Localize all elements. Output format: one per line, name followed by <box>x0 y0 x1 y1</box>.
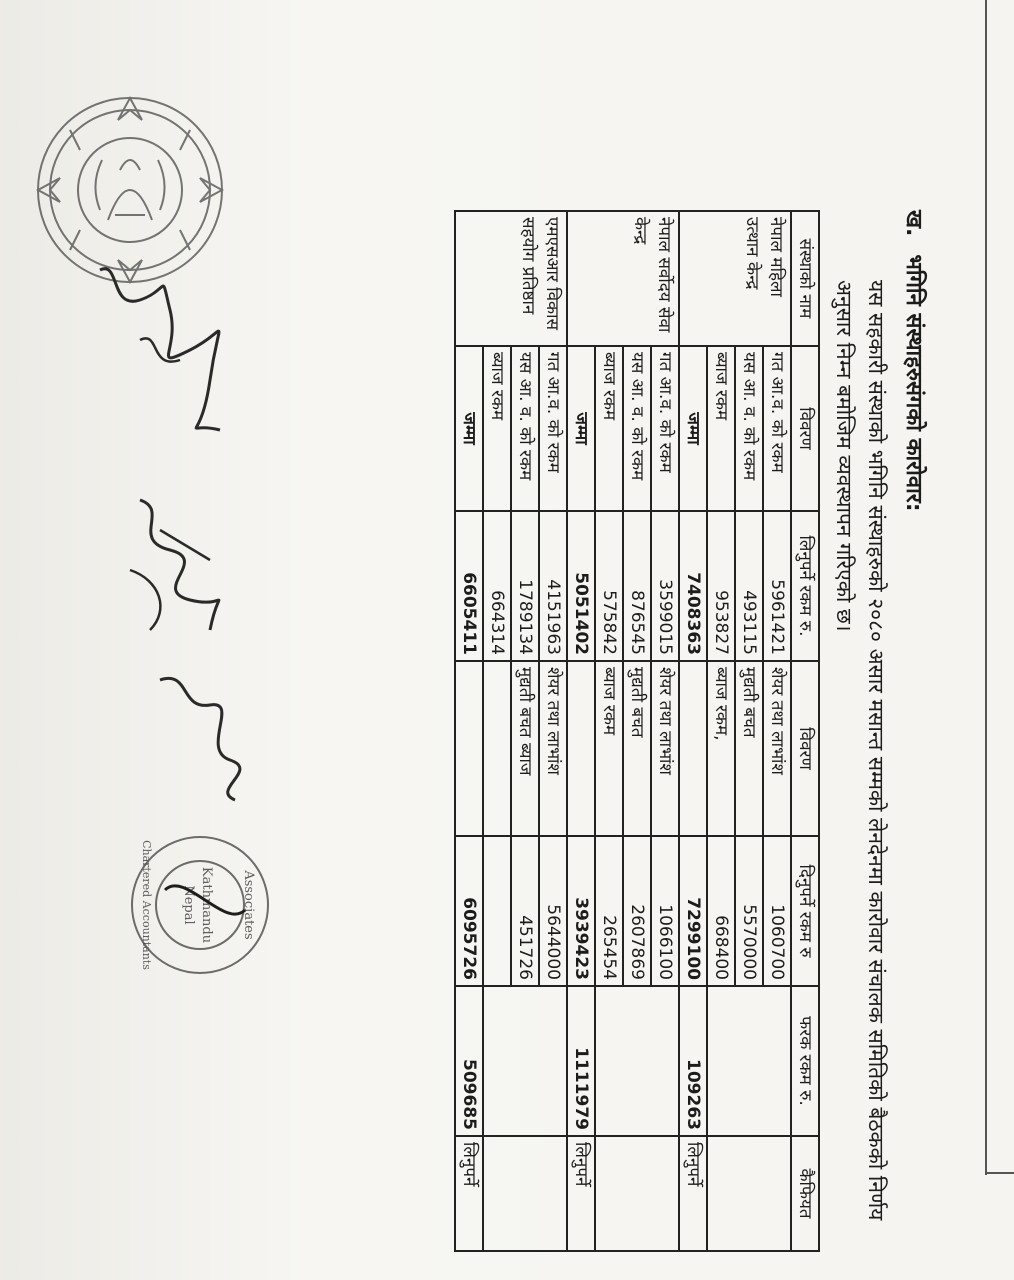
total-receivable: 5051402 <box>567 511 595 661</box>
header-payable: दिनुपर्ने रकम रु <box>791 836 819 986</box>
receivable-amount: 876545 <box>623 511 651 661</box>
total-payable: 6095726 <box>455 836 483 986</box>
rotated-content <box>310 210 930 1250</box>
row-description-2: शेयर तथा लाभांश <box>539 661 567 836</box>
signature-icon <box>140 660 250 810</box>
total-remark: लिनुपर्ने <box>567 1136 595 1251</box>
row-description: यस आ. व. को रकम <box>511 346 539 511</box>
table-row <box>763 211 791 1251</box>
table-row <box>651 211 679 1251</box>
row-description-2: मुद्यती बचत <box>623 661 651 836</box>
payable-amount: 1066100 <box>651 836 679 986</box>
empty-cell <box>455 661 483 836</box>
total-row <box>679 211 707 1251</box>
empty-cell <box>567 661 595 836</box>
total-receivable: 7408363 <box>679 511 707 661</box>
row-description-2 <box>483 661 511 836</box>
payable-amount: 265454 <box>595 836 623 986</box>
page-border-line <box>985 0 987 1175</box>
stamp-text: Chartered Accountants <box>140 840 153 970</box>
total-difference: 1111979 <box>567 986 595 1136</box>
section-paragraph: यस सहकारी संस्थाको भगिनि संस्थाहरुको २०८० असार मसान्त सम्मको लेनदेनमा कारोवार संचालक समितिको बैठकको निर्णय अनुसार निम्न बमोजिम व्यवस्थापन गरिएको छ। <box>832 280 888 1221</box>
total-difference: 509685 <box>455 986 483 1136</box>
row-description: ब्याज रकम <box>595 346 623 511</box>
stamp-text: Nepal <box>181 885 196 925</box>
empty-cell <box>679 661 707 836</box>
section-heading <box>900 210 930 512</box>
receivable-amount: 575842 <box>595 511 623 661</box>
total-payable: 3939423 <box>567 836 595 986</box>
org-name: नेपाल महिला उत्थान केन्द्र <box>679 211 791 346</box>
total-row <box>567 211 595 1251</box>
row-description-2: मुद्यती बचत ब्याज <box>511 661 539 836</box>
header-org-name: संस्थाको नाम <box>791 211 819 346</box>
signature-icon <box>80 250 240 440</box>
receivable-amount: 5961421 <box>763 511 791 661</box>
stamp-text: Kathmandu <box>199 866 214 944</box>
row-description: गत आ.व. को रकम <box>763 346 791 511</box>
receivable-amount: 1789134 <box>511 511 539 661</box>
row-description: गत आ.व. को रकम <box>651 346 679 511</box>
payable-amount: 451726 <box>511 836 539 986</box>
page-border-line <box>987 1172 1014 1174</box>
payable-amount: 5644000 <box>539 836 567 986</box>
receivable-amount: 3599015 <box>651 511 679 661</box>
auditor-stamp-icon <box>125 830 275 980</box>
remark-cell <box>595 1136 679 1251</box>
total-payable: 7299100 <box>679 836 707 986</box>
section-title: भगिनि संस्थाहरुसंगको कारोवार: <box>901 254 926 512</box>
signature-icon <box>110 490 240 640</box>
total-difference: 109263 <box>679 986 707 1136</box>
header-remark: कैफियत <box>791 1136 819 1251</box>
org-name: नेपाल सर्वोदय सेवा केन्द्र <box>567 211 679 346</box>
total-remark: लिनुपर्ने <box>455 1136 483 1251</box>
total-label: जम्मा <box>455 346 483 511</box>
receivable-amount: 4151963 <box>539 511 567 661</box>
remark-cell <box>483 1136 567 1251</box>
payable-amount: 1060700 <box>763 836 791 986</box>
total-label: जम्मा <box>679 346 707 511</box>
total-row <box>455 211 483 1251</box>
payable-amount: 5570000 <box>735 836 763 986</box>
header-description: विवरण <box>791 346 819 511</box>
row-description-2: शेयर तथा लाभांश <box>651 661 679 836</box>
row-description: यस आ. व. को रकम <box>735 346 763 511</box>
header-difference: फरक रकम रु. <box>791 986 819 1136</box>
transactions-table <box>454 210 820 1252</box>
difference-cell <box>483 986 567 1136</box>
row-description-2: मुद्यती बचत <box>735 661 763 836</box>
remark-cell <box>707 1136 791 1251</box>
receivable-amount: 493115 <box>735 511 763 661</box>
header-receivable: लिनुपर्ने रकम रु. <box>791 511 819 661</box>
payable-amount: 668400 <box>707 836 735 986</box>
section-number: ख. <box>901 210 926 237</box>
payable-amount <box>483 836 511 986</box>
row-description: ब्याज रकम <box>483 346 511 511</box>
stamp-text: Associates <box>241 870 256 940</box>
receivable-amount: 953827 <box>707 511 735 661</box>
total-label: जम्मा <box>567 346 595 511</box>
row-description-2: ब्याज रकम <box>595 661 623 836</box>
receivable-amount: 664314 <box>483 511 511 661</box>
total-remark: लिनुपर्ने <box>679 1136 707 1251</box>
total-receivable: 6605411 <box>455 511 483 661</box>
row-description: यस आ. व. को रकम <box>623 346 651 511</box>
row-description: गत आ.व. को रकम <box>539 346 567 511</box>
row-description: ब्याज रकम <box>707 346 735 511</box>
table-row <box>539 211 567 1251</box>
org-name: एमएसआर विकास सहयोग प्रतिष्ठान <box>455 211 567 346</box>
payable-amount: 2607869 <box>623 836 651 986</box>
difference-cell <box>707 986 791 1136</box>
row-description-2: शेयर तथा लाभांश <box>763 661 791 836</box>
row-description-2: ब्याज रकम, <box>707 661 735 836</box>
header-description-2: विवरण <box>791 661 819 836</box>
difference-cell <box>595 986 679 1136</box>
table-header-row <box>791 211 819 1251</box>
